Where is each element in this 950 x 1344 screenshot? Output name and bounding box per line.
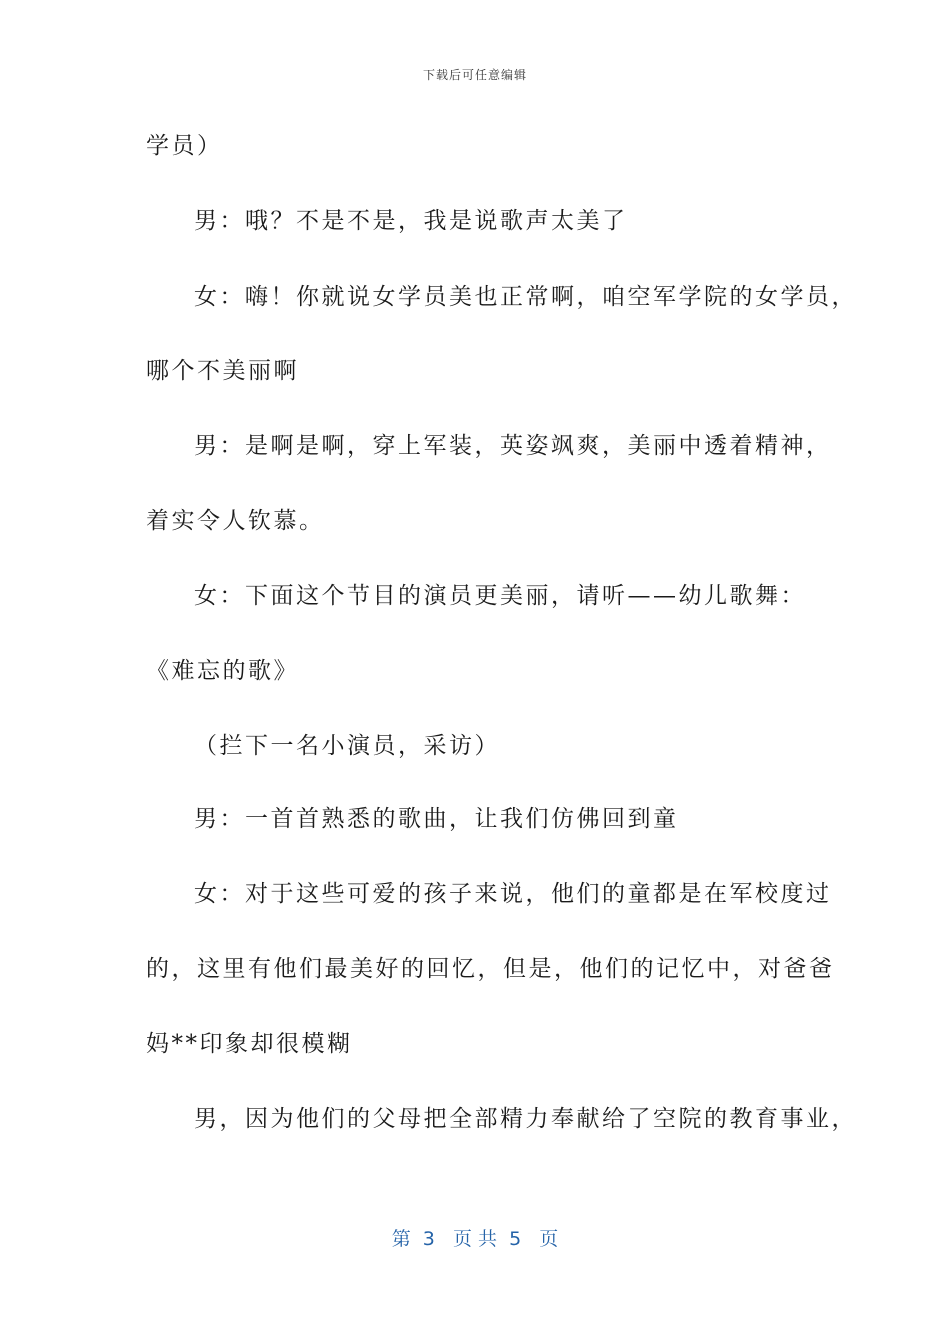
text-line: 男：是啊是啊，穿上军装，英姿飒爽，美丽中透着精神， bbox=[194, 433, 832, 459]
text-line: 的，这里有他们最美好的回忆，但是，他们的记忆中，对爸爸 bbox=[146, 956, 835, 982]
page-header-note: 下载后可任意编辑 bbox=[422, 68, 527, 82]
page-number-footer: 第 3 页 共 5 页 bbox=[391, 1228, 559, 1250]
text-line: 妈**印象却很模糊 bbox=[146, 1031, 353, 1057]
text-line: 《难忘的歌》 bbox=[146, 658, 299, 684]
text-line: 男：一首首熟悉的歌曲，让我们仿佛回到童 bbox=[194, 806, 679, 832]
text-line: 哪个不美丽啊 bbox=[146, 358, 299, 384]
text-line: 学员） bbox=[146, 133, 223, 159]
text-line: 着实令人钦慕。 bbox=[146, 508, 325, 534]
text-line: 女：下面这个节目的演员更美丽，请听——幼儿歌舞： bbox=[194, 583, 806, 609]
text-line: 男，因为他们的父母把全部精力奉献给了空院的教育事业， bbox=[194, 1106, 857, 1132]
text-line: 男：哦？不是不是，我是说歌声太美了 bbox=[194, 208, 628, 234]
text-line: （拦下一名小演员，采访） bbox=[194, 733, 500, 759]
text-line: 女：对于这些可爱的孩子来说，他们的童都是在军校度过 bbox=[194, 881, 832, 907]
text-line: 女：嗨！你就说女学员美也正常啊，咱空军学院的女学员， bbox=[194, 284, 857, 310]
